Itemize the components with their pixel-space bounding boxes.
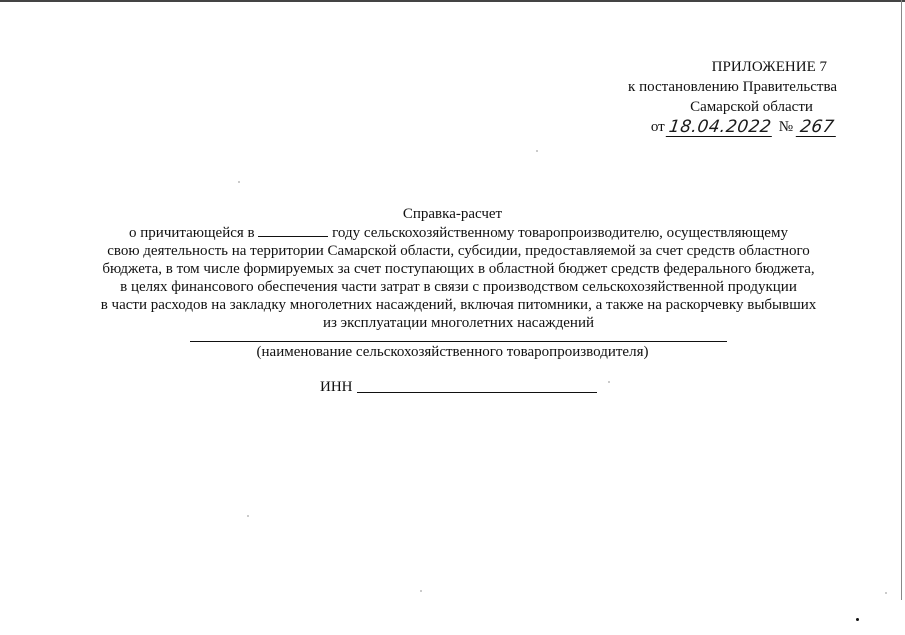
annex-date-line: [628, 117, 837, 137]
annex-title: ПРИЛОЖЕНИЕ 7: [711, 59, 827, 75]
body-line-1: [80, 223, 837, 242]
scan-speck: [420, 590, 422, 592]
inn-label: ИНН: [320, 379, 353, 395]
handwritten-date: 18.04.2022: [667, 117, 773, 137]
scan-speck: [536, 150, 538, 152]
year-blank: [258, 223, 328, 237]
document-title: Справка-расчет: [402, 206, 503, 222]
body-line-6: из эксплуатации многолетних насаждений: [322, 315, 595, 331]
body-line-5: в части расходов на закладку многолетних насаждений, включая питомники, а также на раскорчевку выбывших: [100, 297, 817, 313]
date-prefix: от: [650, 119, 665, 135]
scan-top-edge: [0, 0, 905, 2]
annex-header: [628, 57, 837, 137]
inn-blank: [357, 392, 597, 393]
body-line-3: бюджета, в том числе формируемых за счет поступающих в областной бюджет средств федерального бюджета,: [102, 261, 815, 277]
producer-name-blank: [190, 341, 727, 342]
document-body: [80, 223, 837, 332]
body-line-2: свою деятельность на территории Самарской области, субсидии, предоставляемой за счет средств областного: [107, 243, 810, 259]
body-line-1-end: году сельскохозяйственному товаропроизводителю, осуществляющему: [332, 225, 788, 241]
number-sign: №: [778, 119, 793, 135]
scan-speck: [247, 515, 249, 517]
scan-dot: [856, 618, 859, 621]
annex-region: Самарской области: [690, 99, 813, 115]
body-line-1-start: о причитающейся в: [129, 225, 255, 241]
scan-speck: [238, 181, 240, 183]
producer-name-caption: (наименование сельскохозяйственного товаропроизводителя): [256, 344, 649, 360]
scan-right-edge: [901, 0, 902, 600]
body-line-4: в целях финансового обеспечения части затрат в связи с производством сельскохозяйственной продукции: [120, 279, 797, 295]
scan-speck: [885, 592, 887, 594]
handwritten-number: 267: [796, 119, 839, 137]
annex-decree: к постановлению Правительства: [628, 79, 837, 95]
inn-field: [320, 378, 597, 396]
scan-speck: [608, 381, 610, 383]
